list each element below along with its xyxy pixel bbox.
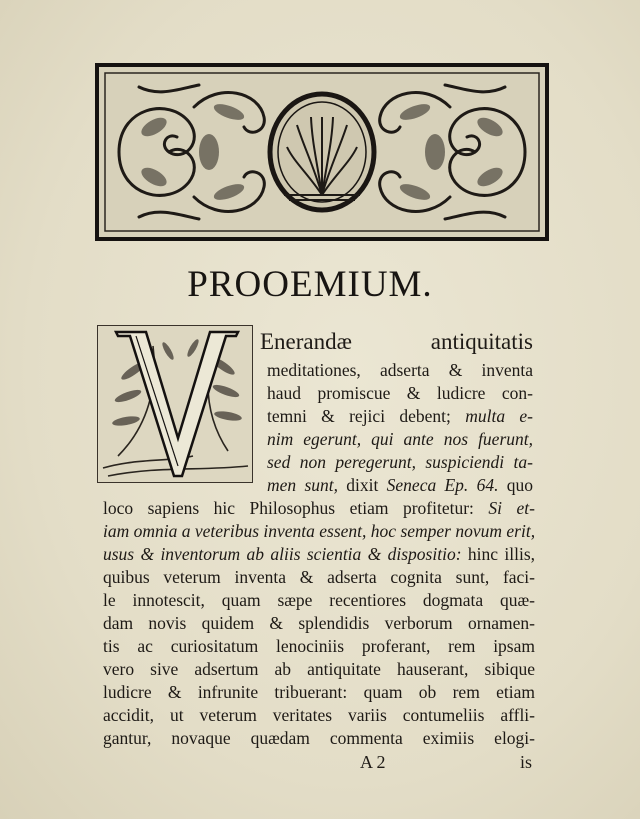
text-segment-italic: sed non peregerunt, suspiciendi ta- <box>267 452 533 472</box>
text-line-12 <box>103 589 535 611</box>
text-line-16 <box>103 681 535 703</box>
text-segment: quo <box>498 475 534 495</box>
text-line-3 <box>267 382 533 404</box>
text-segment: le innotescit, quam sæpe recentiores dogmata quæ- <box>103 590 535 610</box>
text-line-5 <box>267 428 533 450</box>
page-title: PROOEMIUM. <box>187 264 433 305</box>
text-line-4 <box>267 405 533 427</box>
text-segment: vero sive adsertum ab antiquitate hauserant, sibique <box>103 659 535 679</box>
text-segment: Enerandæ antiquitatis <box>260 329 533 354</box>
text-segment: gantur, novaque quædam commenta eximiis elogi- <box>103 728 535 748</box>
text-segment: meditationes, adserta & inventa <box>267 360 533 380</box>
text-line-13 <box>103 612 535 634</box>
text-line-8 <box>103 497 535 519</box>
ornamental-headpiece <box>95 63 549 241</box>
text-segment: ludicre & infrunite tribuerant: quam ob rem etiam <box>103 682 535 702</box>
text-segment: temni & rejici debent; <box>267 406 466 426</box>
text-segment: accidit, ut veterum veritates variis contumeliis affli- <box>103 705 535 725</box>
text-segment-italic: multa e- <box>465 406 533 426</box>
text-line-14 <box>103 635 535 657</box>
text-line-1 <box>260 331 533 353</box>
text-segment-italic: Si et- <box>488 498 535 518</box>
text-line-9 <box>103 520 535 542</box>
text-segment-italic: nim egerunt, qui ante nos fuerunt, <box>267 429 533 449</box>
text-line-6 <box>267 451 533 473</box>
text-segment-italic: usus & inventorum ab aliis scientia & dispositio: <box>103 544 462 564</box>
text-line-10 <box>103 543 535 565</box>
text-line-17 <box>103 704 535 726</box>
text-segment: haud promiscue & ludicre con- <box>267 383 533 403</box>
text-segment: dam novis quidem & splendidis verborum ornamen- <box>103 613 535 633</box>
text-segment-italic: men sunt, <box>267 475 338 495</box>
text-line-11 <box>103 566 535 588</box>
text-line-2 <box>267 359 533 381</box>
initial-letter-image <box>98 326 252 482</box>
text-segment: tis ac curiositatum lenociniis proferant, rem ipsam <box>103 636 535 656</box>
decorated-initial-letter <box>97 325 253 483</box>
text-segment: quibus veterum inventa & adserta cognita sunt, faci- <box>103 567 535 587</box>
text-line-7 <box>267 474 533 496</box>
signature-mark: A 2 <box>360 752 386 772</box>
catchword: is <box>520 752 533 772</box>
text-segment: loco sapiens hic Philosophus etiam profitetur: <box>103 498 489 518</box>
text-segment-italic: Seneca Ep. 64. <box>386 475 499 495</box>
text-segment: hinc illis, <box>461 544 536 564</box>
headpiece-ornament <box>99 67 545 237</box>
text-line-15 <box>103 658 535 680</box>
text-segment-italic: iam omnia a veteribus inventa essent, hoc semper novum erit, <box>103 521 536 541</box>
text-segment: dixit <box>338 475 387 495</box>
text-line-18 <box>103 727 535 749</box>
